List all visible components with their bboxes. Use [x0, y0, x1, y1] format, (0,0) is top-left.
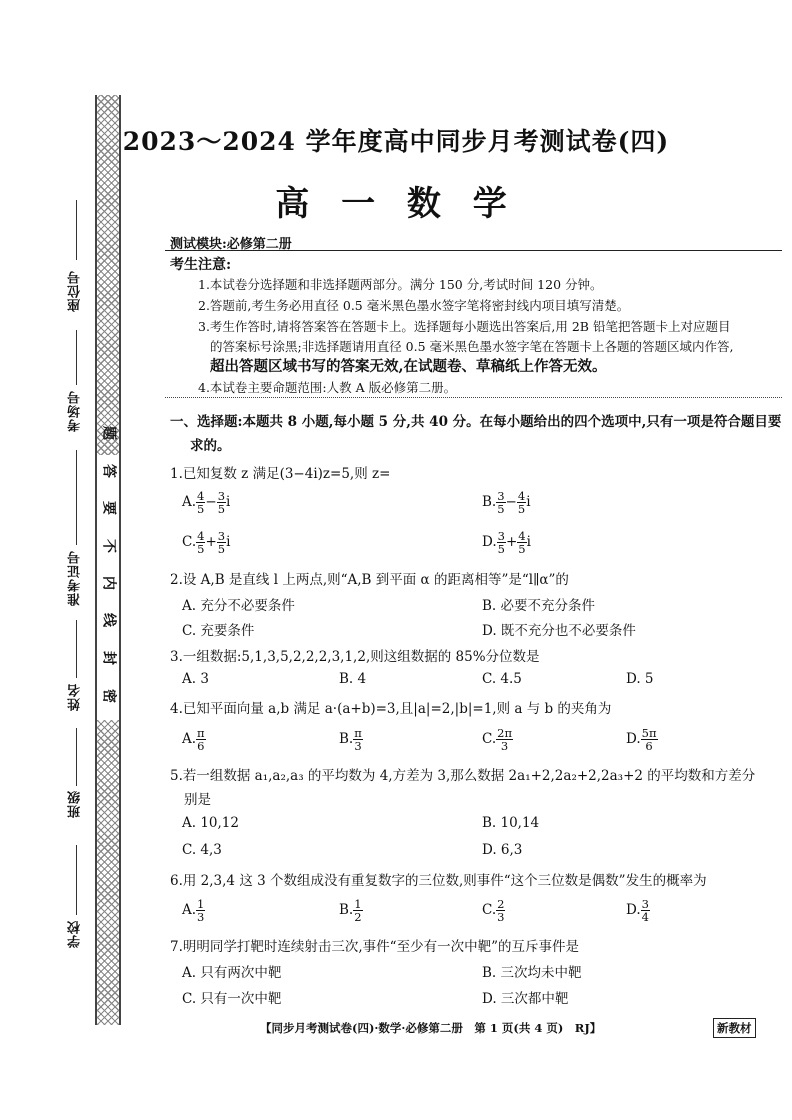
- q5-option-b[interactable]: B. 10,14: [482, 815, 540, 831]
- q4-option-d[interactable]: D. $\frac{5\pi}{6}$: [626, 726, 657, 753]
- seal-char: 封: [103, 649, 117, 665]
- q3-option-a[interactable]: A. 3: [182, 671, 209, 687]
- section-heading: 一、选择题:本题共 8 小题,每小题 5 分,共 40 分。在每小题给出的四个选项中,只有一项是符合题目要: [170, 414, 782, 430]
- q4-option-c[interactable]: C. $\frac{2\pi}{3}$: [482, 726, 513, 753]
- question-5-stem: 5.若一组数据 a₁,a₂,a₃ 的平均数为 4,方差为 3,那么数据 2a₁+2,2a₂+2,2a₃+2 的平均数和方差分: [170, 768, 756, 784]
- school-label: 学校: [68, 920, 83, 948]
- notice-item: 4.本试卷主要命题范围:人教 A 版必修第二册。: [198, 380, 457, 395]
- subject-title: 高 一 数 学: [275, 184, 517, 224]
- notice-item: 3.考生作答时,请将答案答在答题卡上。选择题每小题选出答案后,用 2B 铅笔把答题卡上对应题目: [198, 319, 731, 334]
- exam-title: 2023～2024 学年度高中同步月考测试卷(四): [122, 127, 670, 156]
- q6-option-a[interactable]: A. $\frac{1}{3}$: [182, 897, 205, 924]
- notice-item: 2.答题前,考生务必用直径 0.5 毫米黑色墨水签字笔将密封线内项目填写清楚。: [198, 298, 630, 313]
- q4-option-b[interactable]: B. $\frac{\pi}{3}$: [339, 726, 362, 753]
- q3-option-d[interactable]: D. 5: [626, 671, 654, 687]
- q6-option-b[interactable]: B. $\frac{1}{2}$: [339, 897, 362, 924]
- name-label: 姓名: [68, 683, 83, 711]
- class-label: 班级: [68, 790, 83, 818]
- q2-option-a[interactable]: A. 充分不必要条件: [182, 598, 295, 614]
- notice-heading: 考生注意:: [170, 257, 232, 273]
- notice-item: 1.本试卷分选择题和非选择题两部分。满分 150 分,考试时间 120 分钟。: [198, 277, 603, 292]
- q5-option-c[interactable]: C. 4,3: [182, 842, 222, 858]
- q7-option-a[interactable]: A. 只有两次中靶: [182, 965, 282, 981]
- exam-id-label: 准考证号: [68, 550, 83, 606]
- notice-divider: [165, 397, 782, 398]
- q1-option-d[interactable]: D. $\frac{3}{5}$ + $\frac{4}{5}$ i: [482, 529, 531, 556]
- page-footer: 【同步月考测试卷(四)·数学·必修第二册 第 1 页(共 4 页) RJ】: [260, 1021, 602, 1035]
- room-label: 考场号: [68, 390, 83, 432]
- notice-item-emphasis: 超出答题区域书写的答案无效,在试题卷、草稿纸上作答无效。: [210, 358, 607, 375]
- question-2-stem: 2.设 A,B 是直线 l 上两点,则“A,B 到平面 α 的距离相等”是“l∥α”的: [170, 572, 569, 588]
- question-6-stem: 6.用 2,3,4 这 3 个数组成没有重复数字的三位数,则事件“这个三位数是偶数”发生的概率为: [170, 873, 707, 889]
- seal-char: 线: [103, 611, 117, 627]
- exam-id-line[interactable]: [76, 450, 77, 545]
- question-5-stem-cont: 别是: [184, 792, 211, 808]
- room-line[interactable]: [76, 330, 77, 385]
- seal-char: 答: [103, 462, 117, 478]
- question-7-stem: 7.明明同学打靶时连续射击三次,事件“至少有一次中靶”的互斥事件是: [170, 939, 579, 955]
- q2-option-c[interactable]: C. 充要条件: [182, 623, 255, 639]
- class-line[interactable]: [76, 728, 77, 786]
- seat-label: 座位号: [68, 270, 83, 312]
- q1-option-a[interactable]: A. $\frac{4}{5}$ − $\frac{3}{5}$ i: [182, 489, 231, 516]
- new-textbook-badge: 新教材: [713, 1018, 756, 1038]
- q2-option-b[interactable]: B. 必要不充分条件: [482, 598, 596, 614]
- name-line[interactable]: [76, 620, 77, 678]
- divider: [165, 250, 782, 251]
- question-1-stem: 1.已知复数 z 满足(3−4i)z=5,则 z=: [170, 466, 391, 482]
- q3-option-b[interactable]: B. 4: [339, 671, 367, 687]
- q5-option-d[interactable]: D. 6,3: [482, 842, 523, 858]
- q3-option-c[interactable]: C. 4.5: [482, 671, 522, 687]
- q6-option-d[interactable]: D. $\frac{3}{4}$: [626, 897, 649, 924]
- q4-option-a[interactable]: A. $\frac{\pi}{6}$: [182, 726, 205, 753]
- question-4-stem: 4.已知平面向量 a,b 满足 a·(a+b)=3,且|a|=2,|b|=1,则 a 与 b 的夹角为: [170, 701, 612, 717]
- seal-char: 密: [103, 687, 117, 703]
- q1-option-c[interactable]: C. $\frac{4}{5}$ + $\frac{3}{5}$ i: [182, 529, 231, 556]
- section-heading-cont: 求的。: [190, 438, 231, 454]
- q5-option-a[interactable]: A. 10,12: [182, 815, 239, 831]
- question-3-stem: 3.一组数据:5,1,3,5,2,2,2,3,1,2,则这组数据的 85%分位数是: [170, 649, 540, 665]
- test-module: 测试模块:必修第二册: [170, 237, 292, 252]
- seal-char: 要: [103, 499, 117, 515]
- q6-option-c[interactable]: C. $\frac{2}{3}$: [482, 897, 505, 924]
- notice-item: 的答案标号涂黑;非选择题请用直径 0.5 毫米黑色墨水签字笔在答题卡上各题的答题区域内作答,: [210, 339, 734, 354]
- seal-char: 内: [103, 574, 117, 590]
- seal-char: 题: [103, 424, 117, 440]
- q2-option-d[interactable]: D. 既不充分也不必要条件: [482, 623, 636, 639]
- q7-option-c[interactable]: C. 只有一次中靶: [182, 991, 282, 1007]
- q1-option-b[interactable]: B. $\frac{3}{5}$ − $\frac{4}{5}$ i: [482, 489, 531, 516]
- school-line[interactable]: [76, 845, 77, 915]
- seal-char: 不: [103, 537, 117, 553]
- q7-option-b[interactable]: B. 三次均未中靶: [482, 965, 582, 981]
- q7-option-d[interactable]: D. 三次都中靶: [482, 991, 569, 1007]
